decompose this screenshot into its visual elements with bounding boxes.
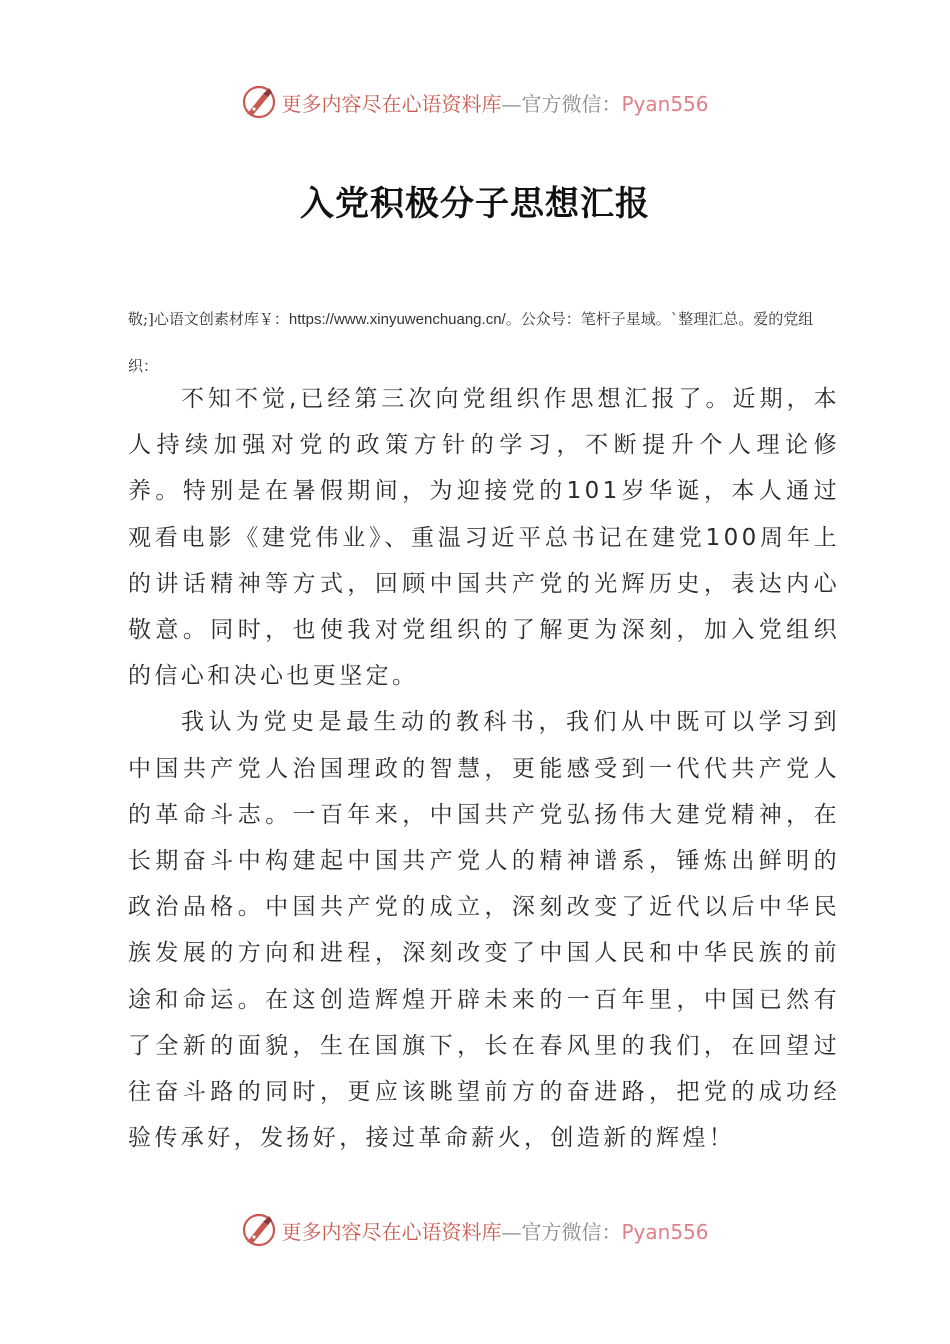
- intro-url: https://www.xinyuwenchuang.cn/: [288, 311, 506, 328]
- banner-text: [281, 1216, 708, 1245]
- fountain-pen-logo-icon: [241, 84, 277, 120]
- banner-slogan: 更多内容尽在心语资料库: [281, 1219, 502, 1244]
- banner-wechat-id: Pyan556: [621, 91, 709, 116]
- document-title: 入党积极分子思想汇报: [300, 184, 650, 224]
- banner-slogan: 更多内容尽在心语资料库: [281, 91, 502, 116]
- intro-prefix: 敬;]心语文创素材库￥：: [128, 310, 289, 328]
- banner-wechat-id: Pyan556: [621, 1219, 709, 1244]
- body-paragraph: 不知不觉,已经第三次向党组织作思想汇报了。近期，本人持续加强对党的政策方针的学习，不断提升个人理论修养。特别是在暑假期间，为迎接党的101岁华诞，本人通过观看电影《建党伟业》、重温习近平总书记在建党100周年上的讲话精神等方式，回顾中国共产党的光辉历史，表达内心敬意。同时，也使我对党组织的了解更为深刻，加入党组织的信心和决心也更坚定。: [128, 386, 840, 690]
- intro-suffix: 。公众号：笔杆子星域。`整理汇总。爱的党组织：: [128, 310, 814, 375]
- banner-dash: —: [501, 1219, 522, 1244]
- header-banner: [0, 82, 950, 122]
- banner-wechat-label: 官方微信：: [521, 1219, 622, 1244]
- footer-banner: [0, 1210, 950, 1250]
- banner-text: [281, 88, 708, 117]
- document-body: [128, 376, 840, 1161]
- banner-dash: —: [501, 91, 522, 116]
- banner-wechat-label: 官方微信：: [521, 91, 622, 116]
- body-paragraph: 我认为党史是最生动的教科书，我们从中既可以学习到中国共产党人治国理政的智慧，更能感受到一代代共产党人的革命斗志。一百年来，中国共产党弘扬伟大建党精神，在长期奋斗中构建起中国共产党人的精神谱系，锤炼出鲜明的政治品格。中国共产党的成立，深刻改变了近代以后中华民族发展的方向和进程，深刻改变了中国人民和中华民族的前途和命运。在这创造辉煌开辟未来的一百年里，中国已然有了全新的面貌，生在国旗下，长在春风里的我们，在回望过往奋斗路的同时，更应该眺望前方的奋进路，把党的成功经验传承好，发扬好，接过革命薪火，创造新的辉煌！: [128, 709, 840, 1152]
- fountain-pen-logo-icon: [241, 1212, 277, 1248]
